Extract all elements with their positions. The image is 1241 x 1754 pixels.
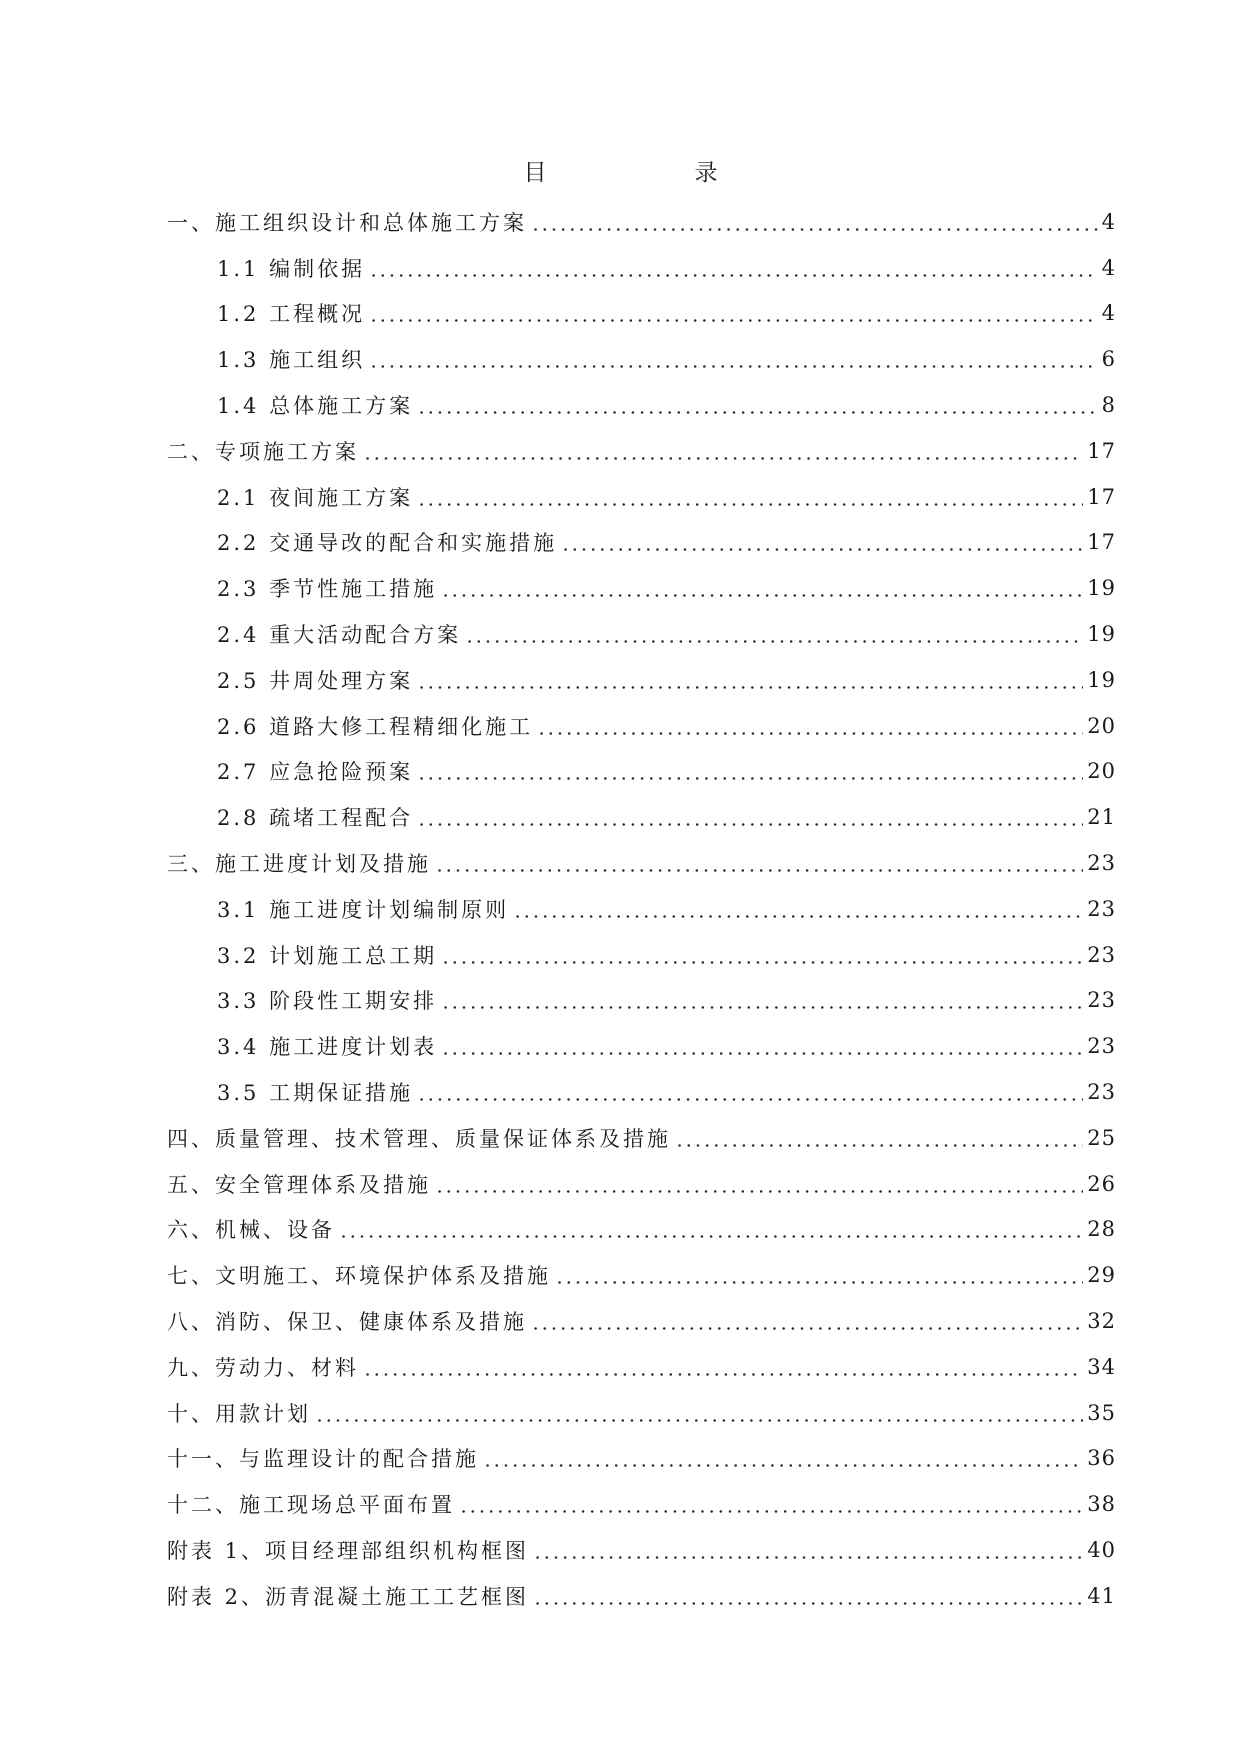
toc-page-number: 21 <box>1087 805 1116 830</box>
toc-page-number: 23 <box>1087 851 1116 876</box>
toc-entry[interactable] <box>0 1436 1241 1482</box>
toc-entry-text: 三、施工进度计划及措施 <box>167 852 431 877</box>
toc-entry-text: 1.2 工程概况 <box>217 302 366 327</box>
toc-entry[interactable] <box>0 978 1241 1024</box>
toc-entry-text: 3.2 计划施工总工期 <box>217 943 438 968</box>
toc-page-number: 28 <box>1087 1217 1116 1242</box>
toc-dot-leader <box>513 886 1083 932</box>
toc-dot-leader <box>417 657 1083 703</box>
toc-entry[interactable] <box>0 336 1241 382</box>
toc-entry-text: 2.2 交通导改的配合和实施措施 <box>217 531 558 556</box>
toc-page-number: 38 <box>1087 1492 1116 1517</box>
toc-entry-text: 3.4 施工进度计划表 <box>217 1035 438 1060</box>
toc-entry-text: 1.1 编制依据 <box>217 256 366 281</box>
toc-dot-leader <box>363 428 1083 474</box>
toc-page-number: 4 <box>1101 209 1116 234</box>
toc-entry-text: 2.1 夜间施工方案 <box>217 485 414 510</box>
toc-dot-leader <box>441 978 1083 1024</box>
toc-page-number: 25 <box>1087 1125 1116 1150</box>
toc-entry[interactable] <box>0 886 1241 932</box>
toc-page-number: 20 <box>1087 713 1116 738</box>
toc-entry-text: 附表 1、项目经理部组织机构框图 <box>167 1539 530 1563</box>
toc-dot-leader <box>369 291 1098 337</box>
toc-entry-text: 六、机械、设备 <box>167 1218 335 1243</box>
toc-dot-leader <box>675 1115 1083 1161</box>
toc-entry-text: 1.4 总体施工方案 <box>217 394 414 419</box>
toc-dot-leader <box>561 520 1083 566</box>
toc-entry[interactable] <box>0 1115 1241 1161</box>
toc-entry[interactable] <box>0 291 1241 337</box>
toc-entry[interactable] <box>0 657 1241 703</box>
toc-page-number: 20 <box>1087 759 1116 784</box>
toc-entry[interactable] <box>0 520 1241 566</box>
toc-page-number: 19 <box>1087 576 1116 601</box>
toc-dot-leader <box>483 1436 1083 1482</box>
toc-page-number: 23 <box>1087 1034 1116 1059</box>
toc-entry-text: 2.4 重大活动配合方案 <box>217 623 462 648</box>
toc-dot-leader <box>315 1390 1083 1436</box>
toc-page-number: 8 <box>1101 393 1116 418</box>
toc-page-number: 40 <box>1087 1538 1116 1562</box>
toc-entry-text: 2.8 疏堵工程配合 <box>217 806 414 831</box>
toc-entry[interactable] <box>0 565 1241 611</box>
toc-page-number: 36 <box>1087 1446 1116 1471</box>
toc-entry[interactable] <box>0 932 1241 978</box>
toc-page-number: 17 <box>1087 530 1116 555</box>
toc-entry[interactable] <box>0 703 1241 749</box>
toc-dot-leader <box>533 1527 1083 1573</box>
toc-entry-text: 2.6 道路大修工程精细化施工 <box>217 714 534 739</box>
toc-page-number: 19 <box>1087 622 1116 647</box>
toc-entry[interactable] <box>0 1481 1241 1527</box>
toc-page-number: 19 <box>1087 667 1116 692</box>
toc-dot-leader <box>441 1023 1083 1069</box>
toc-dot-leader <box>417 474 1083 520</box>
toc-entry[interactable] <box>0 611 1241 657</box>
toc-page-number: 17 <box>1087 484 1116 509</box>
toc-page-number: 26 <box>1087 1171 1116 1196</box>
toc-dot-leader <box>369 245 1098 291</box>
toc-page-number: 34 <box>1087 1354 1116 1379</box>
toc-dot-leader <box>465 611 1083 657</box>
toc-dot-leader <box>417 382 1098 428</box>
toc-dot-leader <box>369 336 1098 382</box>
toc-entry-text: 2.7 应急抢险预案 <box>217 760 414 785</box>
toc-entry-text: 十、用款计划 <box>167 1401 311 1426</box>
toc-entry[interactable] <box>0 794 1241 840</box>
toc-entry-text: 2.5 井周处理方案 <box>217 668 414 693</box>
toc-dot-leader <box>417 1069 1083 1115</box>
toc-dot-leader <box>417 749 1083 795</box>
toc-dot-leader <box>555 1252 1083 1298</box>
toc-dot-leader <box>363 1344 1083 1390</box>
toc-entry-text: 3.3 阶段性工期安排 <box>217 989 438 1014</box>
toc-dot-leader <box>441 565 1083 611</box>
toc-dot-leader <box>533 1573 1083 1619</box>
toc-entry-text: 2.3 季节性施工措施 <box>217 577 438 602</box>
toc-entry[interactable] <box>0 382 1241 428</box>
toc-page-number: 4 <box>1101 301 1116 326</box>
toc-page-number: 6 <box>1101 347 1116 372</box>
toc-entry[interactable] <box>0 245 1241 291</box>
toc-entry[interactable] <box>0 1527 1241 1573</box>
toc-entry[interactable] <box>0 199 1241 245</box>
toc-entry-text: 十一、与监理设计的配合措施 <box>167 1447 479 1472</box>
toc-dot-leader <box>441 932 1083 978</box>
toc-entry-text: 十二、施工现场总平面布置 <box>167 1493 455 1518</box>
toc-dot-leader <box>339 1207 1083 1253</box>
toc-dot-leader <box>531 199 1098 245</box>
toc-entry[interactable] <box>0 1298 1241 1344</box>
toc-dot-leader <box>435 1161 1083 1207</box>
toc-page-number: 23 <box>1087 988 1116 1013</box>
toc-entry[interactable] <box>0 428 1241 474</box>
toc-entry-text: 八、消防、保卫、健康体系及措施 <box>167 1310 527 1335</box>
toc-entry[interactable] <box>0 1344 1241 1390</box>
toc-entry-text: 二、专项施工方案 <box>167 439 359 464</box>
toc-entry[interactable] <box>0 749 1241 795</box>
toc-entry-text: 四、质量管理、技术管理、质量保证体系及措施 <box>167 1126 671 1151</box>
toc-title: 目 录 <box>523 160 752 186</box>
toc-entry[interactable] <box>0 474 1241 520</box>
toc-page-number: 41 <box>1087 1583 1116 1608</box>
toc-page-number: 32 <box>1087 1309 1116 1334</box>
toc-list <box>0 199 1241 1619</box>
toc-page-number: 23 <box>1087 1080 1116 1105</box>
toc-entry-text: 3.1 施工进度计划编制原则 <box>217 897 510 922</box>
toc-entry[interactable] <box>0 1573 1241 1619</box>
toc-page-number: 23 <box>1087 896 1116 921</box>
toc-entry-text: 1.3 施工组织 <box>217 348 366 373</box>
toc-page-number: 23 <box>1087 942 1116 967</box>
toc-page-number: 35 <box>1087 1400 1116 1425</box>
toc-dot-leader <box>531 1298 1083 1344</box>
toc-entry[interactable] <box>0 1069 1241 1115</box>
toc-page-number: 4 <box>1101 255 1116 280</box>
toc-entry[interactable] <box>0 1207 1241 1253</box>
toc-dot-leader <box>459 1481 1083 1527</box>
toc-entry-text: 3.5 工期保证措施 <box>217 1081 414 1106</box>
toc-dot-leader <box>537 703 1083 749</box>
toc-entry[interactable] <box>0 840 1241 886</box>
toc-entry-text: 七、文明施工、环境保护体系及措施 <box>167 1264 551 1289</box>
toc-dot-leader <box>435 840 1083 886</box>
toc-entry-text: 五、安全管理体系及措施 <box>167 1172 431 1197</box>
toc-page-number: 17 <box>1087 438 1116 463</box>
toc-entry[interactable] <box>0 1252 1241 1298</box>
toc-dot-leader <box>417 794 1083 840</box>
toc-entry[interactable] <box>0 1390 1241 1436</box>
toc-entry-text: 一、施工组织设计和总体施工方案 <box>167 210 527 235</box>
toc-entry-text: 附表 2、沥青混凝土施工工艺框图 <box>167 1584 530 1609</box>
toc-entry[interactable] <box>0 1023 1241 1069</box>
toc-entry[interactable] <box>0 1161 1241 1207</box>
toc-entry-text: 九、劳动力、材料 <box>167 1355 359 1380</box>
toc-page-number: 29 <box>1087 1263 1116 1288</box>
